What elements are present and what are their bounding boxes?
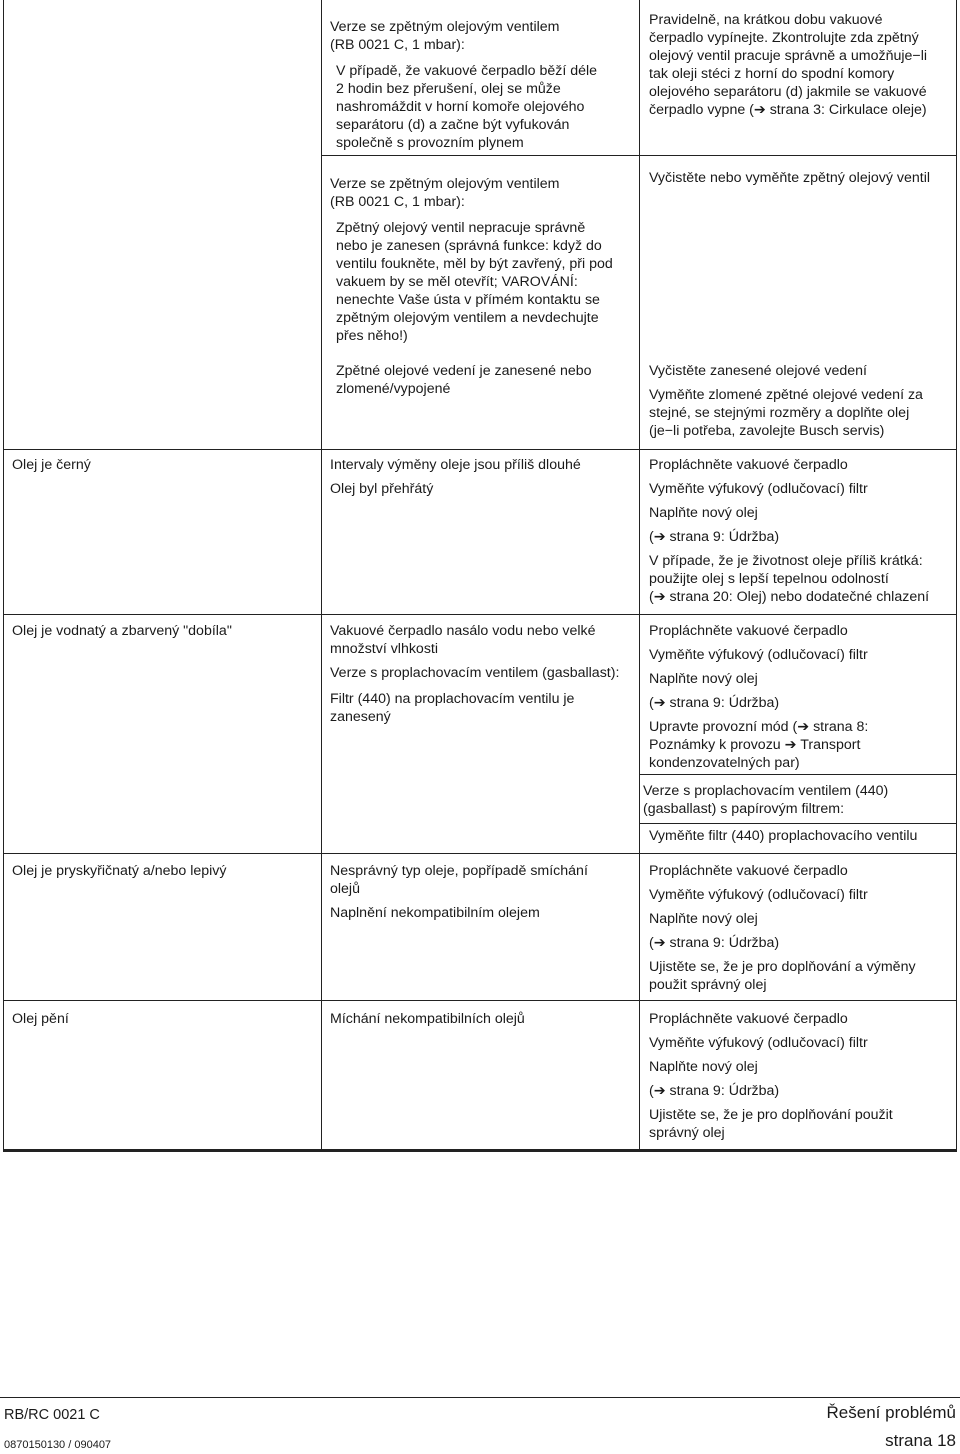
cause-text: Zpětný olejový ventil nepracuje správně: [336, 220, 586, 236]
cause-text: ventilu foukněte, měl by být zavřený, při pod: [336, 256, 613, 272]
remedy-text: tak oleji stéci z horní do spodní komory: [649, 66, 895, 82]
cause-text: 2 hodin bez přerušení, olej se může: [336, 81, 561, 97]
remedy-cell: [643, 782, 949, 818]
cause-text: Nesprávný typ oleje, popřípadě smíchání: [330, 863, 588, 879]
remedy-text: čerpadlo vypínejte. Zkontrolujte zda zpětný: [649, 30, 919, 46]
cause-cell: [336, 219, 628, 345]
remedy-text: použijte olej s lepší tepelnou odolností: [649, 571, 889, 587]
remedy-text: Naplňte nový olej: [649, 911, 758, 927]
remedy-text: Poznámky k provozu ➔ Transport: [649, 737, 861, 753]
cause-text: separátoru (d) a začne být vyfukován: [336, 117, 570, 133]
cause-text: olejů: [330, 881, 360, 897]
symptom-text: Olej je vodnatý a zbarvený "dobíla": [12, 623, 232, 639]
remedy-text: Vyměňte filtr (440) proplachovacího ventilu: [649, 828, 918, 844]
cause-cell: [330, 862, 632, 922]
symptom-text: Olej je černý: [12, 457, 91, 473]
cause-cell: [330, 456, 632, 498]
cause-text: (RB 0021 C, 1 mbar):: [330, 194, 465, 210]
cause-text: přes něho!): [336, 328, 408, 344]
remedy-text: Upravte provozní mód (➔ strana 8:: [649, 719, 869, 735]
remedy-text: Vyčistěte zanesené olejové vedení: [649, 363, 867, 379]
remedy-text: Vyměňte výfukový (odlučovací) filtr: [649, 647, 868, 663]
row-divider: [4, 1000, 957, 1001]
symptom-cell: [12, 1010, 312, 1028]
remedy-text: Vyměňte zlomené zpětné olejové vedení za: [649, 387, 923, 403]
cause-text: Míchání nekompatibilních olejů: [330, 1011, 525, 1027]
remedy-text: čerpadlo vypne (➔ strana 3: Cirkulace oleje): [649, 102, 927, 118]
footer-divider: [0, 1397, 960, 1398]
cause-text: Vakuové čerpadlo nasálo vodu nebo velké: [330, 623, 596, 639]
remedy-text: (➔ strana 9: Údržba): [649, 935, 780, 951]
remedy-text: použit správný olej: [649, 977, 767, 993]
symptom-cell: [12, 862, 312, 880]
cause-text: Zpětné olejové vedení je zanesené nebo: [336, 363, 592, 379]
remedy-text: správný olej: [649, 1125, 725, 1141]
footer-section: Řešení problémů: [826, 1403, 956, 1422]
cause-cell: [336, 362, 628, 398]
cause-text: V případě, že vakuové čerpadlo běží déle: [336, 63, 598, 79]
cause-text: nebo je zanesen (správná funkce: když do: [336, 238, 602, 254]
cause-text: společně s provozním plynem: [336, 135, 524, 151]
remedy-text: (➔ strana 9: Údržba): [649, 695, 780, 711]
cause-text: Intervaly výměny oleje jsou příliš dlouhé: [330, 457, 581, 473]
remedy-text: Propláchněte vakuové čerpadlo: [649, 457, 848, 473]
remedy-text: kondenzovatelných par): [649, 755, 800, 771]
remedy-text: Pravidelně, na krátkou dobu vakuové: [649, 12, 883, 28]
row-divider: [639, 823, 957, 824]
cause-cell: [330, 622, 632, 726]
cause-cell: [330, 1010, 632, 1028]
row-divider: [4, 853, 957, 854]
cause-text: nenechte Vaše ústa v přímém kontaktu se: [336, 292, 600, 308]
footer-page-number: strana 18: [885, 1431, 956, 1450]
row-divider: [639, 774, 957, 775]
cause-text: nashromáždit v horní komoře olejového: [336, 99, 585, 115]
remedy-cell: [649, 1010, 949, 1142]
remedy-text: (➔ strana 9: Údržba): [649, 529, 780, 545]
row-divider: [321, 155, 957, 156]
row-divider: [4, 449, 957, 450]
cause-text: zlomené/vypojené: [336, 381, 451, 397]
symptom-text: Olej je pryskyřičnatý a/nebo lepivý: [12, 863, 227, 879]
remedy-text: V případe, že je životnost oleje příliš krátká:: [649, 553, 923, 569]
remedy-text: olejového separátoru (d) jakmile se vakuové: [649, 84, 927, 100]
remedy-cell: [649, 11, 949, 119]
remedy-text: Vyměňte výfukový (odlučovací) filtr: [649, 1035, 868, 1051]
cause-text: Olej byl přehřátý: [330, 481, 434, 497]
remedy-text: Ujistěte se, že je pro doplňování a výměny: [649, 959, 916, 975]
cause-text: Verze se zpětným olejovým ventilem: [330, 19, 560, 35]
remedy-text: Naplňte nový olej: [649, 1059, 758, 1075]
remedy-text: Naplňte nový olej: [649, 505, 758, 521]
symptom-cell: [12, 622, 312, 640]
cause-cell: [336, 62, 628, 152]
remedy-text: (gasballast) s papírovým filtrem:: [643, 801, 845, 817]
column-divider: [639, 0, 640, 1149]
cause-text: (RB 0021 C, 1 mbar):: [330, 37, 465, 53]
remedy-cell: [649, 362, 949, 440]
remedy-text: (➔ strana 20: Olej) nebo dodatečné chlazení: [649, 589, 930, 605]
remedy-text: Propláchněte vakuové čerpadlo: [649, 863, 848, 879]
remedy-text: Propláchněte vakuové čerpadlo: [649, 1011, 848, 1027]
remedy-cell: [649, 827, 949, 845]
cause-text: vakuem by se měl otevřít; VAROVÁNÍ:: [336, 274, 578, 290]
row-divider: [4, 614, 957, 615]
cause-text: množství vlhkosti: [330, 641, 439, 657]
remedy-cell: [649, 456, 949, 606]
remedy-text: Naplňte nový olej: [649, 671, 758, 687]
remedy-text: Vyčistěte nebo vyměňte zpětný olejový ventil: [649, 170, 931, 186]
symptom-text: Olej pění: [12, 1011, 69, 1027]
cause-text: Filtr (440) na proplachovacím ventilu je: [330, 691, 575, 707]
remedy-text: (➔ strana 9: Údržba): [649, 1083, 780, 1099]
cause-text: Verze se zpětným olejovým ventilem: [330, 176, 560, 192]
remedy-text: (je−li potřeba, zavolejte Busch servis): [649, 423, 885, 439]
remedy-text: Verze s proplachovacím ventilem (440): [643, 783, 889, 799]
column-divider: [321, 0, 322, 1149]
footer-doc-number: 0870150130 / 090407: [4, 1439, 112, 1451]
symptom-cell: [12, 456, 312, 474]
remedy-text: stejné, se stejnými rozměry a doplňte olej: [649, 405, 910, 421]
remedy-text: Propláchněte vakuové čerpadlo: [649, 623, 848, 639]
cause-text: Verze s proplachovacím ventilem (gasballast):: [330, 665, 620, 681]
remedy-text: Vyměňte výfukový (odlučovací) filtr: [649, 887, 868, 903]
remedy-cell: [649, 862, 949, 994]
footer-model: RB/RC 0021 C: [4, 1407, 100, 1423]
remedy-text: Ujistěte se, že je pro doplňování použit: [649, 1107, 893, 1123]
cause-cell: [330, 18, 632, 58]
cause-cell: [330, 175, 632, 211]
remedy-text: Vyměňte výfukový (odlučovací) filtr: [649, 481, 868, 497]
cause-text: zanesený: [330, 709, 391, 725]
remedy-text: olejový ventil pracuje správně a umožňuje−li: [649, 48, 927, 64]
remedy-cell: [649, 169, 949, 187]
cause-text: zpětným olejovým ventilem a nevdechujte: [336, 310, 599, 326]
remedy-cell: [649, 622, 949, 772]
cause-text: Naplnění nekompatibilním olejem: [330, 905, 540, 921]
